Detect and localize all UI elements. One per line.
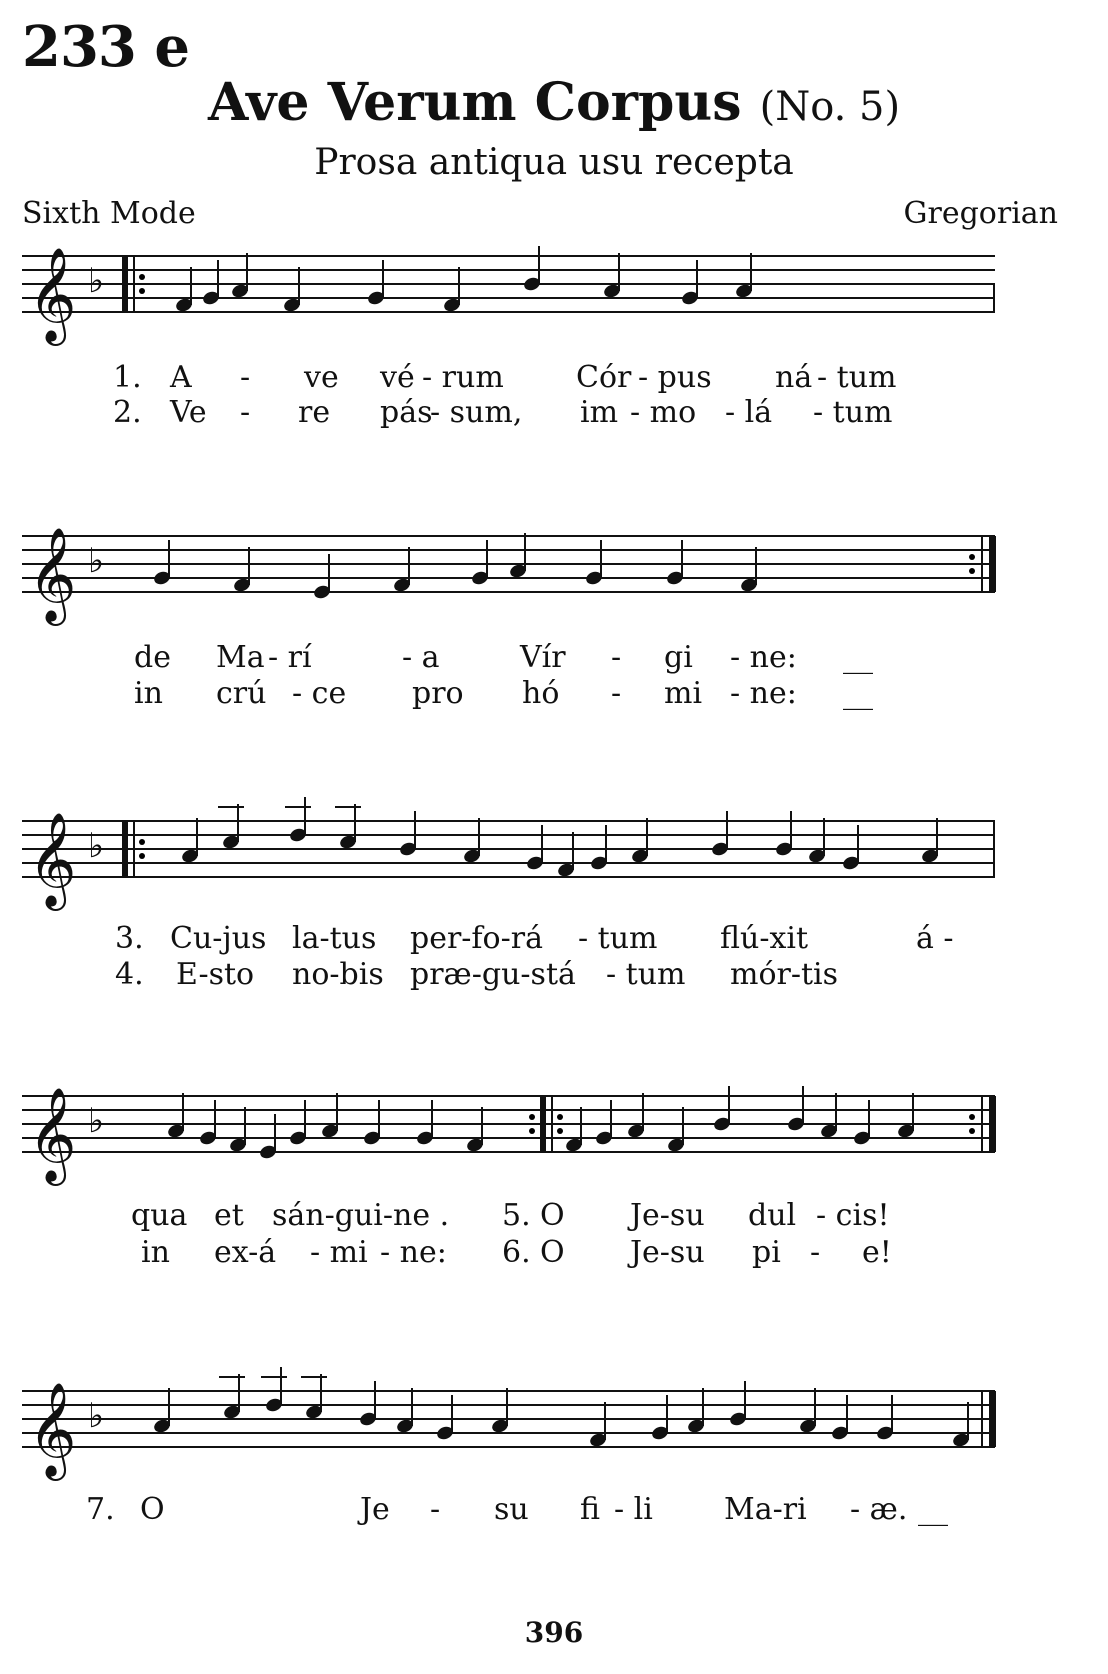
lyric-syllable: - rum	[422, 360, 504, 395]
lyric-syllable: dul	[748, 1198, 797, 1233]
repeat-dot	[969, 568, 975, 574]
lyric-syllable: - æ.	[850, 1492, 908, 1527]
lyric-syllable: re	[298, 395, 331, 430]
lyric-syllable: Cu-jus	[170, 921, 267, 956]
lyric-syllable: - sum,	[430, 395, 523, 430]
lyric-syllable: no-bis	[292, 957, 384, 992]
staff-system-2	[0, 520, 1108, 620]
lyric-syllable: e!	[862, 1235, 892, 1270]
barline-thick	[989, 536, 996, 592]
lyric-line-1-v2	[0, 395, 1108, 435]
lyric-syllable: __	[843, 640, 873, 675]
lyric-syllable: - a	[402, 640, 440, 675]
lyric-syllable: qua	[131, 1198, 188, 1233]
repeat-dot	[557, 1128, 563, 1134]
lyric-syllable: Je-su	[630, 1198, 705, 1233]
staff-system-5	[0, 1375, 1108, 1475]
lyric-syllable: - ne:	[730, 676, 797, 711]
lyric-syllable: sán-gui-ne .	[272, 1198, 450, 1233]
hymn-title	[0, 72, 1108, 133]
lyric-syllable: mi	[664, 676, 703, 711]
lyric-line-2-v2	[0, 676, 1108, 716]
lyric-syllable: 5.	[502, 1198, 531, 1233]
repeat-dot	[969, 1128, 975, 1134]
flat-sign-icon: ♭	[88, 1396, 105, 1436]
lyric-syllable: -	[810, 1235, 821, 1270]
flat-sign-icon: ♭	[88, 826, 105, 866]
lyric-syllable: flú-xit	[720, 921, 809, 956]
repeat-dot	[139, 853, 145, 859]
lyric-syllable: 7.	[86, 1492, 115, 1527]
lyric-syllable: im	[580, 395, 619, 430]
lyric-syllable: - rí	[268, 640, 312, 675]
lyric-syllable: 4.	[115, 957, 144, 992]
lyric-syllable: -	[240, 360, 251, 395]
lyric-line-1-v1	[0, 360, 1108, 400]
hymn-number: 233 e	[22, 14, 190, 80]
staff-system-4	[0, 1080, 1108, 1180]
hymn-title-number: (No. 5)	[759, 84, 901, 130]
lyric-line-4-v1	[0, 1198, 1108, 1238]
lyric-syllable: -	[240, 395, 251, 430]
lyric-syllable: hó	[522, 676, 560, 711]
repeat-dot	[139, 274, 145, 280]
lyric-syllable: -	[611, 676, 622, 711]
lyric-syllable: su	[494, 1492, 529, 1527]
lyric-syllable: - li	[614, 1492, 653, 1527]
lyric-syllable: Ma-ri	[724, 1492, 807, 1527]
lyric-syllable: 3.	[115, 921, 144, 956]
lyric-syllable: E-sto	[176, 957, 255, 992]
lyric-syllable: vé	[380, 360, 415, 395]
lyric-syllable: Je-su	[630, 1235, 705, 1270]
repeat-dot	[139, 288, 145, 294]
lyric-syllable: - mi	[310, 1235, 368, 1270]
lyric-syllable: 1.	[113, 360, 142, 395]
lyric-syllable: O	[140, 1492, 165, 1527]
repeat-dot	[557, 1114, 563, 1120]
lyric-syllable: - tum	[813, 395, 893, 430]
repeat-bar	[122, 821, 128, 877]
lyric-syllable: in	[141, 1235, 170, 1270]
lyric-syllable: crú	[216, 676, 267, 711]
lyric-syllable: - ne:	[380, 1235, 447, 1270]
origin-label: Gregorian	[903, 196, 1058, 231]
lyric-syllable: Vír	[520, 640, 566, 675]
lyric-syllable: gi	[664, 640, 693, 675]
repeat-dot	[969, 1114, 975, 1120]
lyric-syllable: - ne:	[730, 640, 797, 675]
treble-clef-icon: 𝄞	[28, 247, 77, 342]
lyric-syllable: A	[170, 360, 192, 395]
treble-clef-icon: 𝄞	[28, 1087, 77, 1182]
flat-sign-icon: ♭	[88, 261, 105, 301]
lyric-syllable: la-tus	[292, 921, 377, 956]
lyric-syllable: Je	[360, 1492, 390, 1527]
lyric-syllable: - cis!	[816, 1198, 890, 1233]
repeat-dot	[529, 1114, 535, 1120]
lyric-syllable: Ve	[170, 395, 207, 430]
lyric-line-5-v1	[0, 1492, 1108, 1532]
lyric-syllable: - lá	[725, 395, 773, 430]
lyric-syllable: in	[134, 676, 163, 711]
lyric-syllable: mór-tis	[730, 957, 839, 992]
barline-thick	[989, 1096, 996, 1152]
lyric-syllable: ex-á	[214, 1235, 277, 1270]
lyric-syllable: Cór	[576, 360, 632, 395]
treble-clef-icon: 𝄞	[28, 1382, 77, 1477]
hymn-title-text: Ave Verum Corpus	[207, 72, 742, 133]
hymn-subtitle: Prosa antiqua usu recepta	[314, 142, 794, 183]
lyric-syllable: O	[540, 1235, 565, 1270]
lyric-syllable: -	[430, 1492, 441, 1527]
lyric-syllable: - tum	[817, 360, 897, 395]
lyric-syllable: O	[540, 1198, 565, 1233]
page-number: 396	[524, 1616, 584, 1649]
treble-clef-icon: 𝄞	[28, 527, 77, 622]
lyric-line-4-v2	[0, 1235, 1108, 1275]
lyric-syllable: Ma	[216, 640, 265, 675]
mode-label: Sixth Mode	[22, 196, 196, 231]
lyric-syllable: á -	[916, 921, 954, 956]
lyric-syllable: 6.	[502, 1235, 531, 1270]
repeat-bar	[540, 1096, 546, 1152]
flat-sign-icon: ♭	[88, 1101, 105, 1141]
repeat-dot	[529, 1128, 535, 1134]
repeat-dot	[139, 839, 145, 845]
lyric-syllable: - tum	[578, 921, 658, 956]
lyric-syllable: - ce	[292, 676, 347, 711]
lyric-syllable: ná	[775, 360, 813, 395]
lyric-line-2-v1	[0, 640, 1108, 680]
lyric-syllable: __	[843, 676, 873, 711]
lyric-syllable: præ-gu-stá	[410, 957, 576, 992]
lyric-syllable: fi	[580, 1492, 601, 1527]
barline-thick	[989, 1391, 996, 1447]
repeat-bar	[122, 256, 128, 312]
lyric-syllable: pro	[412, 676, 464, 711]
lyric-syllable: pi	[752, 1235, 781, 1270]
lyric-line-3-v1	[0, 921, 1108, 961]
lyric-syllable: pás	[380, 395, 433, 430]
lyric-syllable: -	[611, 640, 622, 675]
lyric-syllable: 2.	[113, 395, 142, 430]
lyric-syllable: - mo	[630, 395, 697, 430]
repeat-dot	[969, 554, 975, 560]
lyric-syllable: de	[134, 640, 171, 675]
lyric-syllable: et	[214, 1198, 244, 1233]
treble-clef-icon: 𝄞	[28, 812, 77, 907]
staff-system-3	[0, 805, 1108, 905]
lyric-syllable: - pus	[638, 360, 712, 395]
lyric-syllable: __	[918, 1492, 948, 1527]
flat-sign-icon: ♭	[88, 541, 105, 581]
lyric-line-3-v2	[0, 957, 1108, 997]
lyric-syllable: ve	[304, 360, 339, 395]
lyric-syllable: per-fo-rá	[410, 921, 543, 956]
staff-system-1	[0, 240, 1108, 340]
lyric-syllable: - tum	[606, 957, 686, 992]
